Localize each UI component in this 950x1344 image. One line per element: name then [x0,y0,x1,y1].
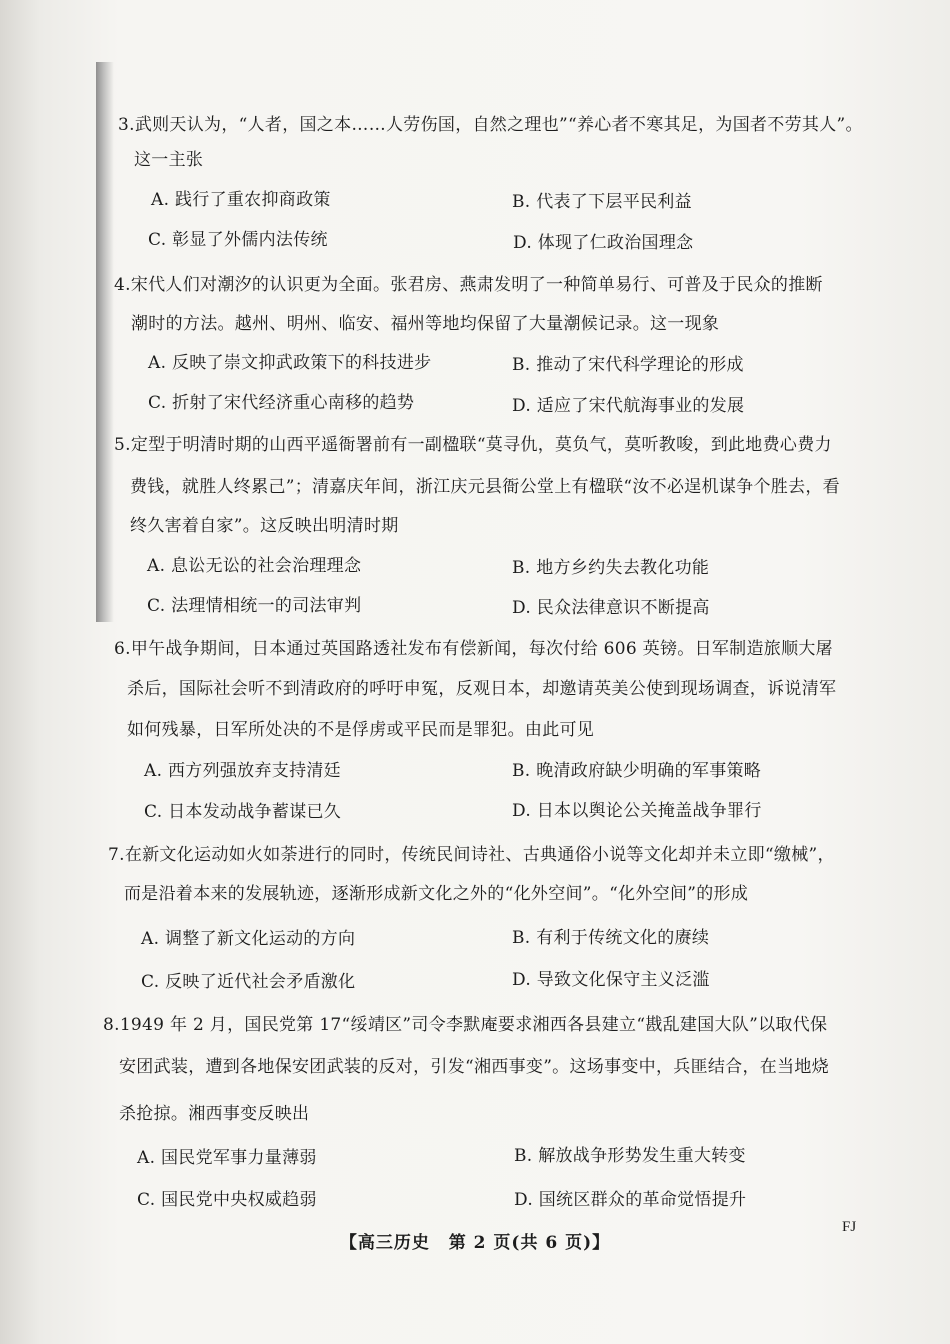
option-a: A. 反映了崇文抑武政策下的科技进步 [148,353,432,373]
question-stem-line: 而是沿着本来的发展轨迹，逐渐形成新文化之外的“化外空间”。“化外空间”的形成 [124,884,749,904]
option-d: D. 导致文化保守主义泛滥 [512,970,710,990]
option-c: C. 反映了近代社会矛盾激化 [141,972,356,992]
option-b: B. 晚清政府缺少明确的军事策略 [512,761,762,781]
option-d: D. 国统区群众的革命觉悟提升 [514,1190,747,1210]
question-stem-line: 3.武则天认为，“人者，国之本……人劳伤国，自然之理也”“养心者不寒其足，为国者不劳其人”。 [118,115,863,135]
option-b: B. 有利于传统文化的赓续 [512,928,710,948]
option-c: C. 折射了宋代经济重心南移的趋势 [148,393,415,413]
question-stem-line: 6.甲午战争期间，日本通过英国路透社发布有偿新闻，每次付给 606 英镑。日军制造旅顺大屠 [114,639,833,659]
option-d: D. 体现了仁政治国理念 [513,233,694,253]
option-d: D. 适应了宋代航海事业的发展 [512,396,745,416]
question-stem-line: 安团武装，遭到各地保安团武装的反对，引发“湘西事变”。这场事变中，兵匪结合，在当地烧 [119,1057,829,1077]
footer-page-number: 第 2 页(共 6 页)】 [448,1233,611,1253]
question-stem-line: 5.定型于明清时期的山西平遥衙署前有一副楹联“莫寻仇，莫负气，莫听教唆，到此地费心费力 [114,435,832,455]
option-a: A. 践行了重农抑商政策 [151,190,331,210]
question-stem-line: 4.宋代人们对潮汐的认识更为全面。张君房、燕肃发明了一种简单易行、可普及于民众的推断 [114,275,823,295]
question-stem-line: 杀后，国际社会听不到清政府的呼吁申冤，反观日本，却邀请英美公使到现场调查，诉说清军 [127,679,837,699]
option-d: D. 日本以舆论公关掩盖战争罪行 [512,801,762,821]
footer-subject: 【高三历史 [339,1233,430,1253]
option-a: A. 调整了新文化运动的方向 [141,929,356,949]
question-stem-line: 如何残暴，日军所处决的不是俘虏或平民而是罪犯。由此可见 [127,720,595,740]
question-stem-line: 终久害着自家”。这反映出明清时期 [130,516,399,536]
option-c: C. 法理情相统一的司法审判 [147,596,362,616]
option-b: B. 地方乡约失去教化功能 [512,558,710,578]
option-c: C. 国民党中央权威趋弱 [137,1190,317,1210]
scan-shadow [96,62,114,622]
option-c: C. 日本发动战争蓄谋已久 [144,802,342,822]
option-b: B. 代表了下层平民利益 [512,192,692,212]
option-a: A. 国民党军事力量薄弱 [137,1148,317,1168]
option-a: A. 西方列强放弃支持清廷 [144,761,341,781]
question-stem-line: 潮时的方法。越州、明州、临安、福州等地均保留了大量潮候记录。这一现象 [131,314,720,334]
option-a: A. 息讼无讼的社会治理理念 [147,556,362,576]
region-code: FJ [842,1219,857,1235]
option-d: D. 民众法律意识不断提高 [512,598,710,618]
option-c: C. 彰显了外儒内法传统 [148,230,328,250]
question-stem-line: 费钱，就胜人终累己”；清嘉庆年间，浙江庆元县衙公堂上有楹联“汝不必逞机谋争个胜去，看 [130,477,840,497]
question-stem-line: 杀抢掠。湘西事变反映出 [119,1104,310,1124]
question-stem-line: 8.1949 年 2 月，国民党第 17“绥靖区”司令李默庵要求湘西各县建立“戡乱建国大队”以取代保 [103,1015,828,1035]
option-b: B. 推动了宋代科学理论的形成 [512,355,744,375]
page-footer [0,1228,950,1253]
question-stem-line: 7.在新文化运动如火如荼进行的同时，传统民间诗社、古典通俗小说等文化却并未立即“缴械”， [108,845,835,865]
question-stem-line: 这一主张 [134,150,204,170]
option-b: B. 解放战争形势发生重大转变 [514,1146,746,1166]
